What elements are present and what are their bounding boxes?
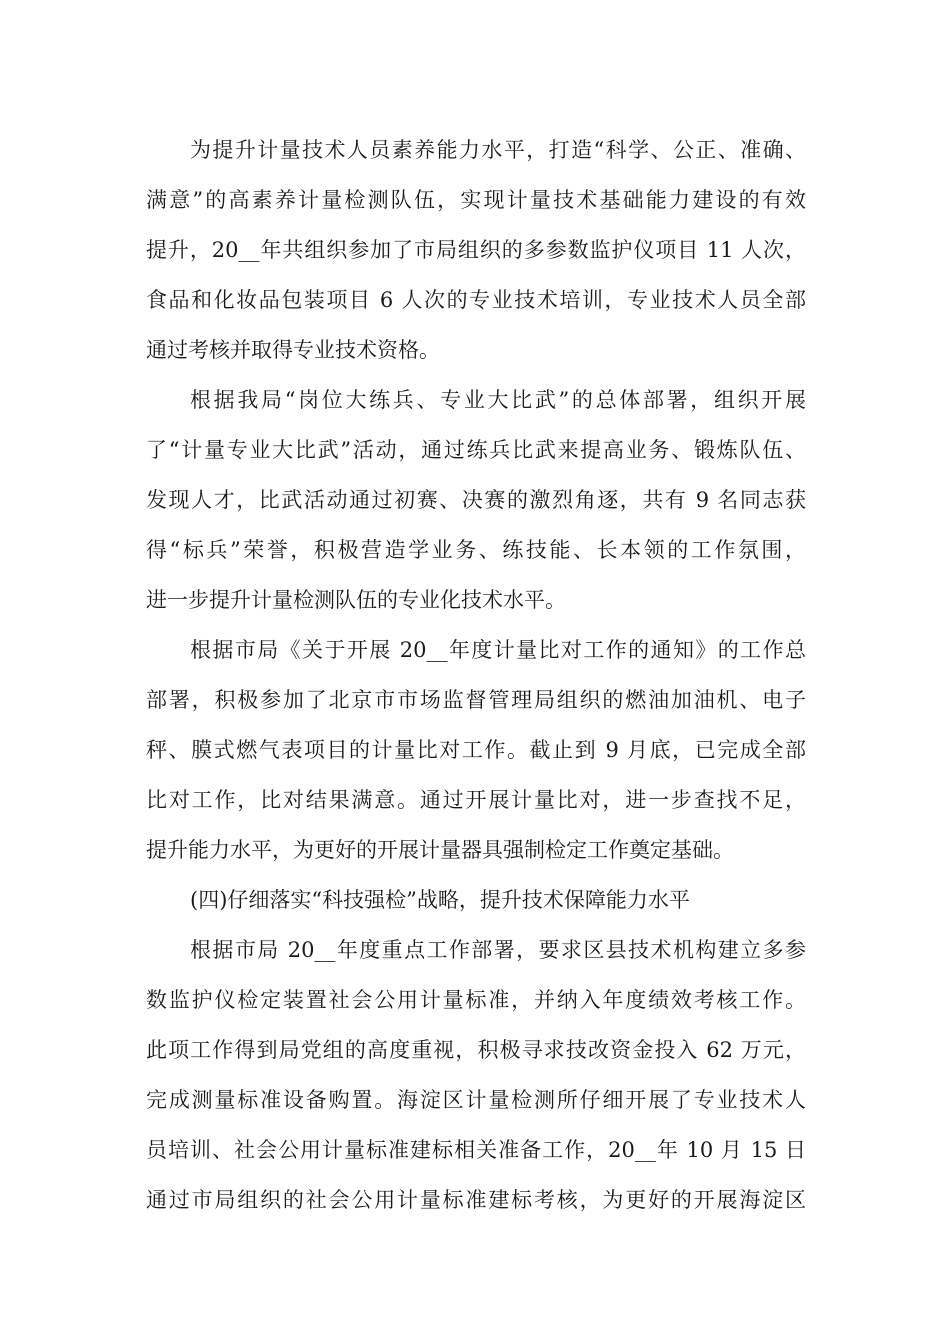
paragraph-5-line-3: 此项工作得到局党组的高度重视，积极寻求技改资金投入 62 万元， <box>146 1038 806 1062</box>
paragraph-5-line-6: 通过市局组织的社会公用计量标准建标考核，为更好的开展海淀区 <box>146 1188 806 1212</box>
paragraph-1-line-1: 为提升计量技术人员素养能力水平，打造“科学、公正、准确、 <box>190 138 806 162</box>
paragraph-3-line-5: 提升能力水平，为更好的开展计量器具强制检定工作奠定基础。 <box>146 838 734 862</box>
paragraph-3-line-3: 秤、膜式燃气表项目的计量比对工作。截止到 9 月底，已完成全部 <box>146 738 806 762</box>
paragraph-2-line-2: 了“计量专业大比武”活动，通过练兵比武来提高业务、锻炼队伍、 <box>146 438 806 462</box>
paragraph-1-line-4: 食品和化妆品包装项目 6 人次的专业技术培训，专业技术人员全部 <box>146 288 806 312</box>
paragraph-2-line-5: 进一步提升计量检测队伍的专业化技术水平。 <box>146 588 566 612</box>
paragraph-1-line-5: 通过考核并取得专业技术资格。 <box>146 338 440 362</box>
paragraph-1-line-2: 满意”的高素养计量检测队伍，实现计量技术基础能力建设的有效 <box>146 188 806 212</box>
paragraph-3-line-1: 根据市局《关于开展 20__年度计量比对工作的通知》的工作总 <box>190 638 806 662</box>
paragraph-5-line-5: 员培训、社会公用计量标准建标相关准备工作，20__年 10 月 15 日 <box>146 1138 806 1162</box>
paragraph-5-line-1: 根据市局 20__年度重点工作部署，要求区县技术机构建立多参 <box>190 938 806 962</box>
paragraph-2-line-3: 发现人才，比武活动通过初赛、决赛的激烈角逐，共有 9 名同志获 <box>146 488 806 512</box>
paragraph-3-line-2: 部署，积极参加了北京市市场监督管理局组织的燃油加油机、电子 <box>146 688 806 712</box>
paragraph-2-line-4: 得“标兵”荣誉，积极营造学业务、练技能、长本领的工作氛围， <box>146 538 806 562</box>
paragraph-2-line-1: 根据我局“岗位大练兵、专业大比武”的总体部署，组织开展 <box>190 388 806 412</box>
paragraph-5-line-2: 数监护仪检定装置社会公用计量标准，并纳入年度绩效考核工作。 <box>146 988 806 1012</box>
paragraph-3-line-4: 比对工作，比对结果满意。通过开展计量比对，进一步查找不足， <box>146 788 806 812</box>
paragraph-1-line-3: 提升，20__年共组织参加了市局组织的多参数监护仪项目 11 人次， <box>146 238 806 262</box>
section-heading: (四)仔细落实“科技强检”战略，提升技术保障能力水平 <box>190 888 690 912</box>
paragraph-5-line-4: 完成测量标准设备购置。海淀区计量检测所仔细开展了专业技术人 <box>146 1088 806 1112</box>
